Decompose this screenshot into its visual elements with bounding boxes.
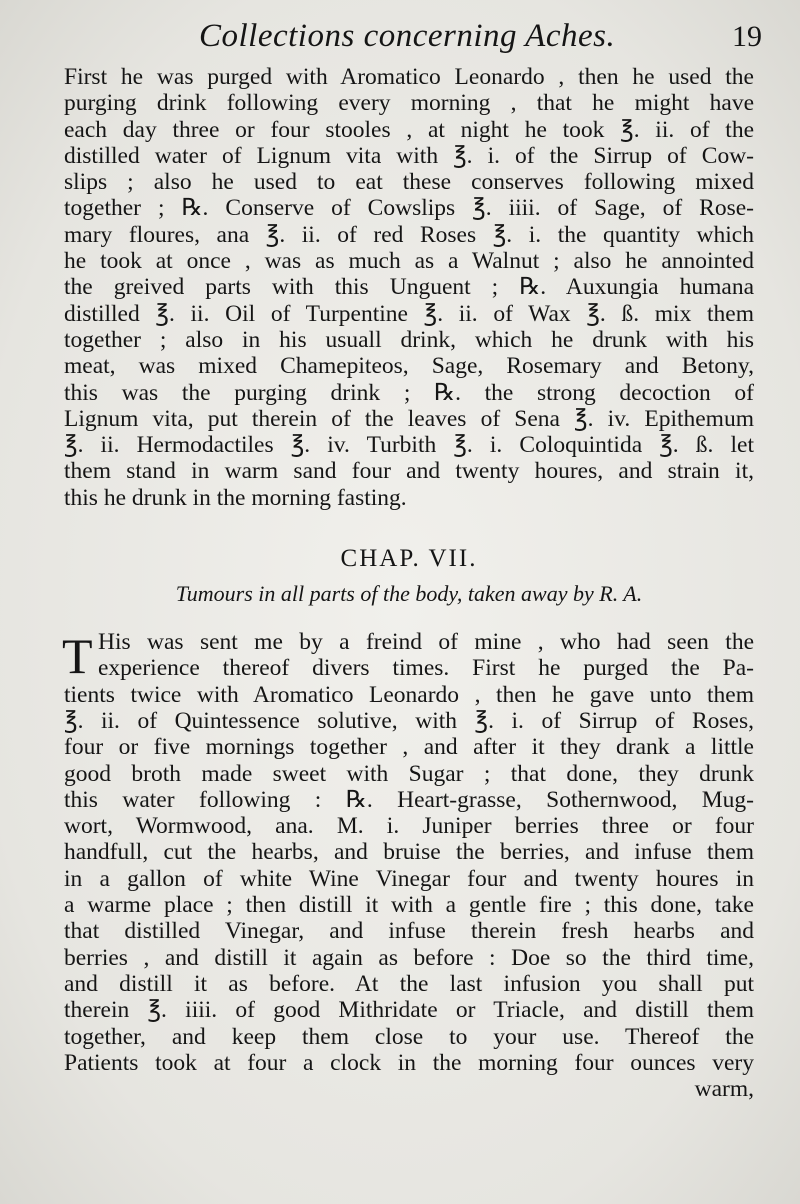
text-line: ℥. ii. Hermodactiles ℥. iv. Turbith ℥. i. Coloquintida ℥. ß. let bbox=[64, 432, 754, 459]
text-line: Patients took at four a clock in the morning four ounces very bbox=[64, 1049, 754, 1076]
chapter-subtitle: Tumours in all parts of the body, taken away by R. A. bbox=[175, 581, 643, 607]
running-head bbox=[64, 12, 762, 64]
text-line: in a gallon of white Wine Vinegar four and twenty houres in bbox=[64, 865, 754, 892]
text-line: Lignum vita, put therein of the leaves of Sena ℥. iv. Epithemum bbox=[64, 405, 754, 432]
catchword: warm, bbox=[694, 1076, 754, 1103]
text-line: this he drunk in the morning fasting. bbox=[64, 484, 407, 511]
text-line: His was sent me by a freind of mine , who had seen the bbox=[98, 629, 754, 656]
text-line: distilled ℥. ii. Oil of Turpentine ℥. ii. of Wax ℥. ß. mix them bbox=[64, 300, 754, 327]
text-line: ℥. ii. of Quintessence solutive, with ℥. i. of Sirrup of Roses, bbox=[64, 707, 754, 734]
page-number: 19 bbox=[732, 20, 762, 53]
top-paragraph bbox=[64, 64, 754, 511]
text-line: slips ; also he used to eat these conserves following mixed bbox=[64, 169, 754, 196]
text-line: four or five mornings together , and after it they drank a little bbox=[64, 734, 754, 761]
text-line: distilled water of Lignum vita with ℥. i. of the Sirrup of Cow- bbox=[64, 142, 754, 169]
text-line: this was the purging drink ; ℞. the strong decoction of bbox=[64, 379, 754, 406]
text-line: that distilled Vinegar, and infuse therein fresh hearbs and bbox=[64, 918, 754, 945]
text-line: a warme place ; then distill it with a gentle fire ; this done, take bbox=[64, 892, 754, 919]
text-line: meat, was mixed Chamepiteos, Sage, Rosemary and Betony, bbox=[64, 353, 754, 380]
text-line: therein ℥. iiii. of good Mithridate or Triacle, and distill them bbox=[64, 997, 754, 1024]
text-line: berries , and distill it again as before : Doe so the third time, bbox=[64, 944, 754, 971]
text-line: together ; ℞. Conserve of Cowslips ℥. iiii. of Sage, of Rose- bbox=[64, 195, 754, 222]
text-line: he took at once , was as much as a Walnut ; also he annointed bbox=[64, 248, 754, 275]
text-line: together, and keep them close to your use. Thereof the bbox=[64, 1023, 754, 1050]
text-line: mary floures, ana ℥. ii. of red Roses ℥. i. the quantity which bbox=[64, 221, 754, 248]
text-line: good broth made sweet with Sugar ; that done, they drunk bbox=[64, 760, 754, 787]
text-line: this water following : ℞. Heart-grasse, Sothernwood, Mug- bbox=[64, 786, 754, 813]
running-title: Collections concerning Aches. bbox=[199, 18, 616, 54]
text-line: each day three or four stooles , at night he took ℥. ii. of the bbox=[64, 116, 754, 143]
chapter-body bbox=[64, 629, 754, 1102]
text-line: purging drink following every morning , that he might have bbox=[64, 90, 754, 117]
text-line: the greived parts with this Unguent ; ℞. Auxungia humana bbox=[64, 274, 754, 301]
drop-cap: T bbox=[62, 628, 93, 685]
text-line: and distill it as before. At the last infusion you shall put bbox=[64, 970, 754, 997]
chapter-heading: CHAP. VII. bbox=[340, 545, 478, 573]
text-line: First he was purged with Aromatico Leonardo , then he used the bbox=[64, 64, 754, 90]
text-line: experience thereof divers times. First he purged the Pa- bbox=[98, 655, 754, 682]
text-line: tients twice with Aromatico Leonardo , then he gave unto them bbox=[64, 681, 754, 708]
text-line: handfull, cut the hearbs, and bruise the berries, and infuse them bbox=[64, 839, 754, 866]
text-line: wort, Wormwood, ana. M. i. Juniper berries three or four bbox=[64, 813, 754, 840]
text-line: them stand in warm sand four and twenty houres, and strain it, bbox=[64, 458, 754, 485]
text-line: together ; also in his usuall drink, which he drunk with his bbox=[64, 326, 754, 353]
